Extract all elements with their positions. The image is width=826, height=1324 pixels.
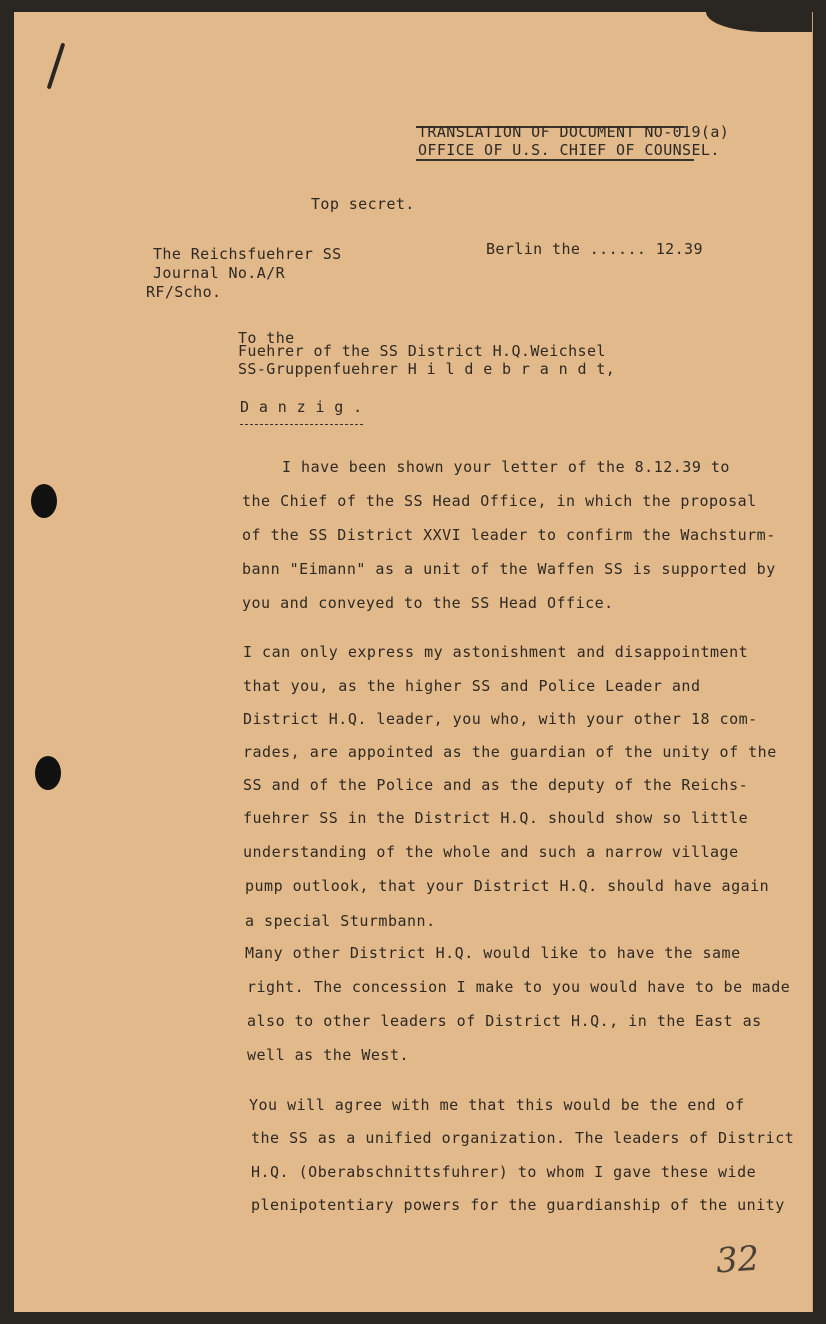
body-p1-line-5: you and conveyed to the SS Head Office. <box>242 594 614 612</box>
body-p2-line-13: well as the West. <box>247 1046 410 1064</box>
body-p2-line-11: right. The concession I make to you would have to be made <box>247 978 791 996</box>
body-p2-line-9: a special Sturmbann. <box>245 912 436 930</box>
recipient-city: D a n z i g . <box>240 398 363 425</box>
sender-line-1: The Reichsfuehrer SS <box>153 245 342 263</box>
body-p3-line-3: H.Q. (Oberabschnittsfuhrer) to whom I gave these wide <box>251 1163 757 1181</box>
body-p1-line-1: I have been shown your letter of the 8.12.39 to <box>282 458 730 476</box>
sender-line-2: Journal No.A/R <box>153 264 286 282</box>
punch-hole-upper <box>31 484 57 518</box>
classification: Top secret. <box>311 195 415 213</box>
header-line-1: TRANSLATION OF DOCUMENT NO-019(a) <box>418 123 730 141</box>
body-p1-line-4: bann "Eimann" as a unit of the Waffen SS is supported by <box>242 560 776 578</box>
body-p2-line-1: I can only express my astonishment and disappointment <box>243 643 749 661</box>
recipient-line-1: To the <box>238 329 295 347</box>
body-p3-line-4: plenipotentiary powers for the guardianship of the unity <box>251 1196 785 1214</box>
punch-hole-lower <box>35 756 61 790</box>
header-rule-bottom <box>416 159 694 161</box>
body-p1-line-3: of the SS District XXVI leader to confirm the Wachsturm- <box>242 526 776 544</box>
body-p2-line-6: fuehrer SS in the District H.Q. should show so little <box>243 809 749 827</box>
recipient-line-2: Fuehrer of the SS District H.Q.Weichsel <box>238 342 606 360</box>
body-p2-line-5: SS and of the Police and as the deputy of the Reichs- <box>243 776 749 794</box>
place-date: Berlin the ...... 12.39 <box>486 240 703 258</box>
body-p2-line-7: understanding of the whole and such a narrow village <box>243 843 739 861</box>
body-p3-line-2: the SS as a unified organization. The leaders of District <box>251 1129 795 1147</box>
body-p2-line-12: also to other leaders of District H.Q., in the East as <box>247 1012 762 1030</box>
body-p1-line-2: the Chief of the SS Head Office, in which the proposal <box>242 492 757 510</box>
body-p2-line-10: Many other District H.Q. would like to have the same <box>245 944 741 962</box>
body-p2-line-3: District H.Q. leader, you who, with your other 18 com- <box>243 710 758 728</box>
sender-line-3: RF/Scho. <box>146 283 222 301</box>
handwritten-check-mark <box>47 43 66 90</box>
page-number: 32 <box>714 1238 761 1282</box>
body-p2-line-8: pump outlook, that your District H.Q. should have again <box>245 877 770 895</box>
body-p2-line-4: rades, are appointed as the guardian of the unity of the <box>243 743 777 761</box>
recipient-line-3: SS-Gruppenfuehrer H i l d e b r a n d t, <box>238 360 616 378</box>
body-p2-line-2: that you, as the higher SS and Police Leader and <box>243 677 701 695</box>
body-p3-line-1: You will agree with me that this would be the end of <box>249 1096 745 1114</box>
header-line-2: OFFICE OF U.S. CHIEF OF COUNSEL. <box>418 141 720 159</box>
